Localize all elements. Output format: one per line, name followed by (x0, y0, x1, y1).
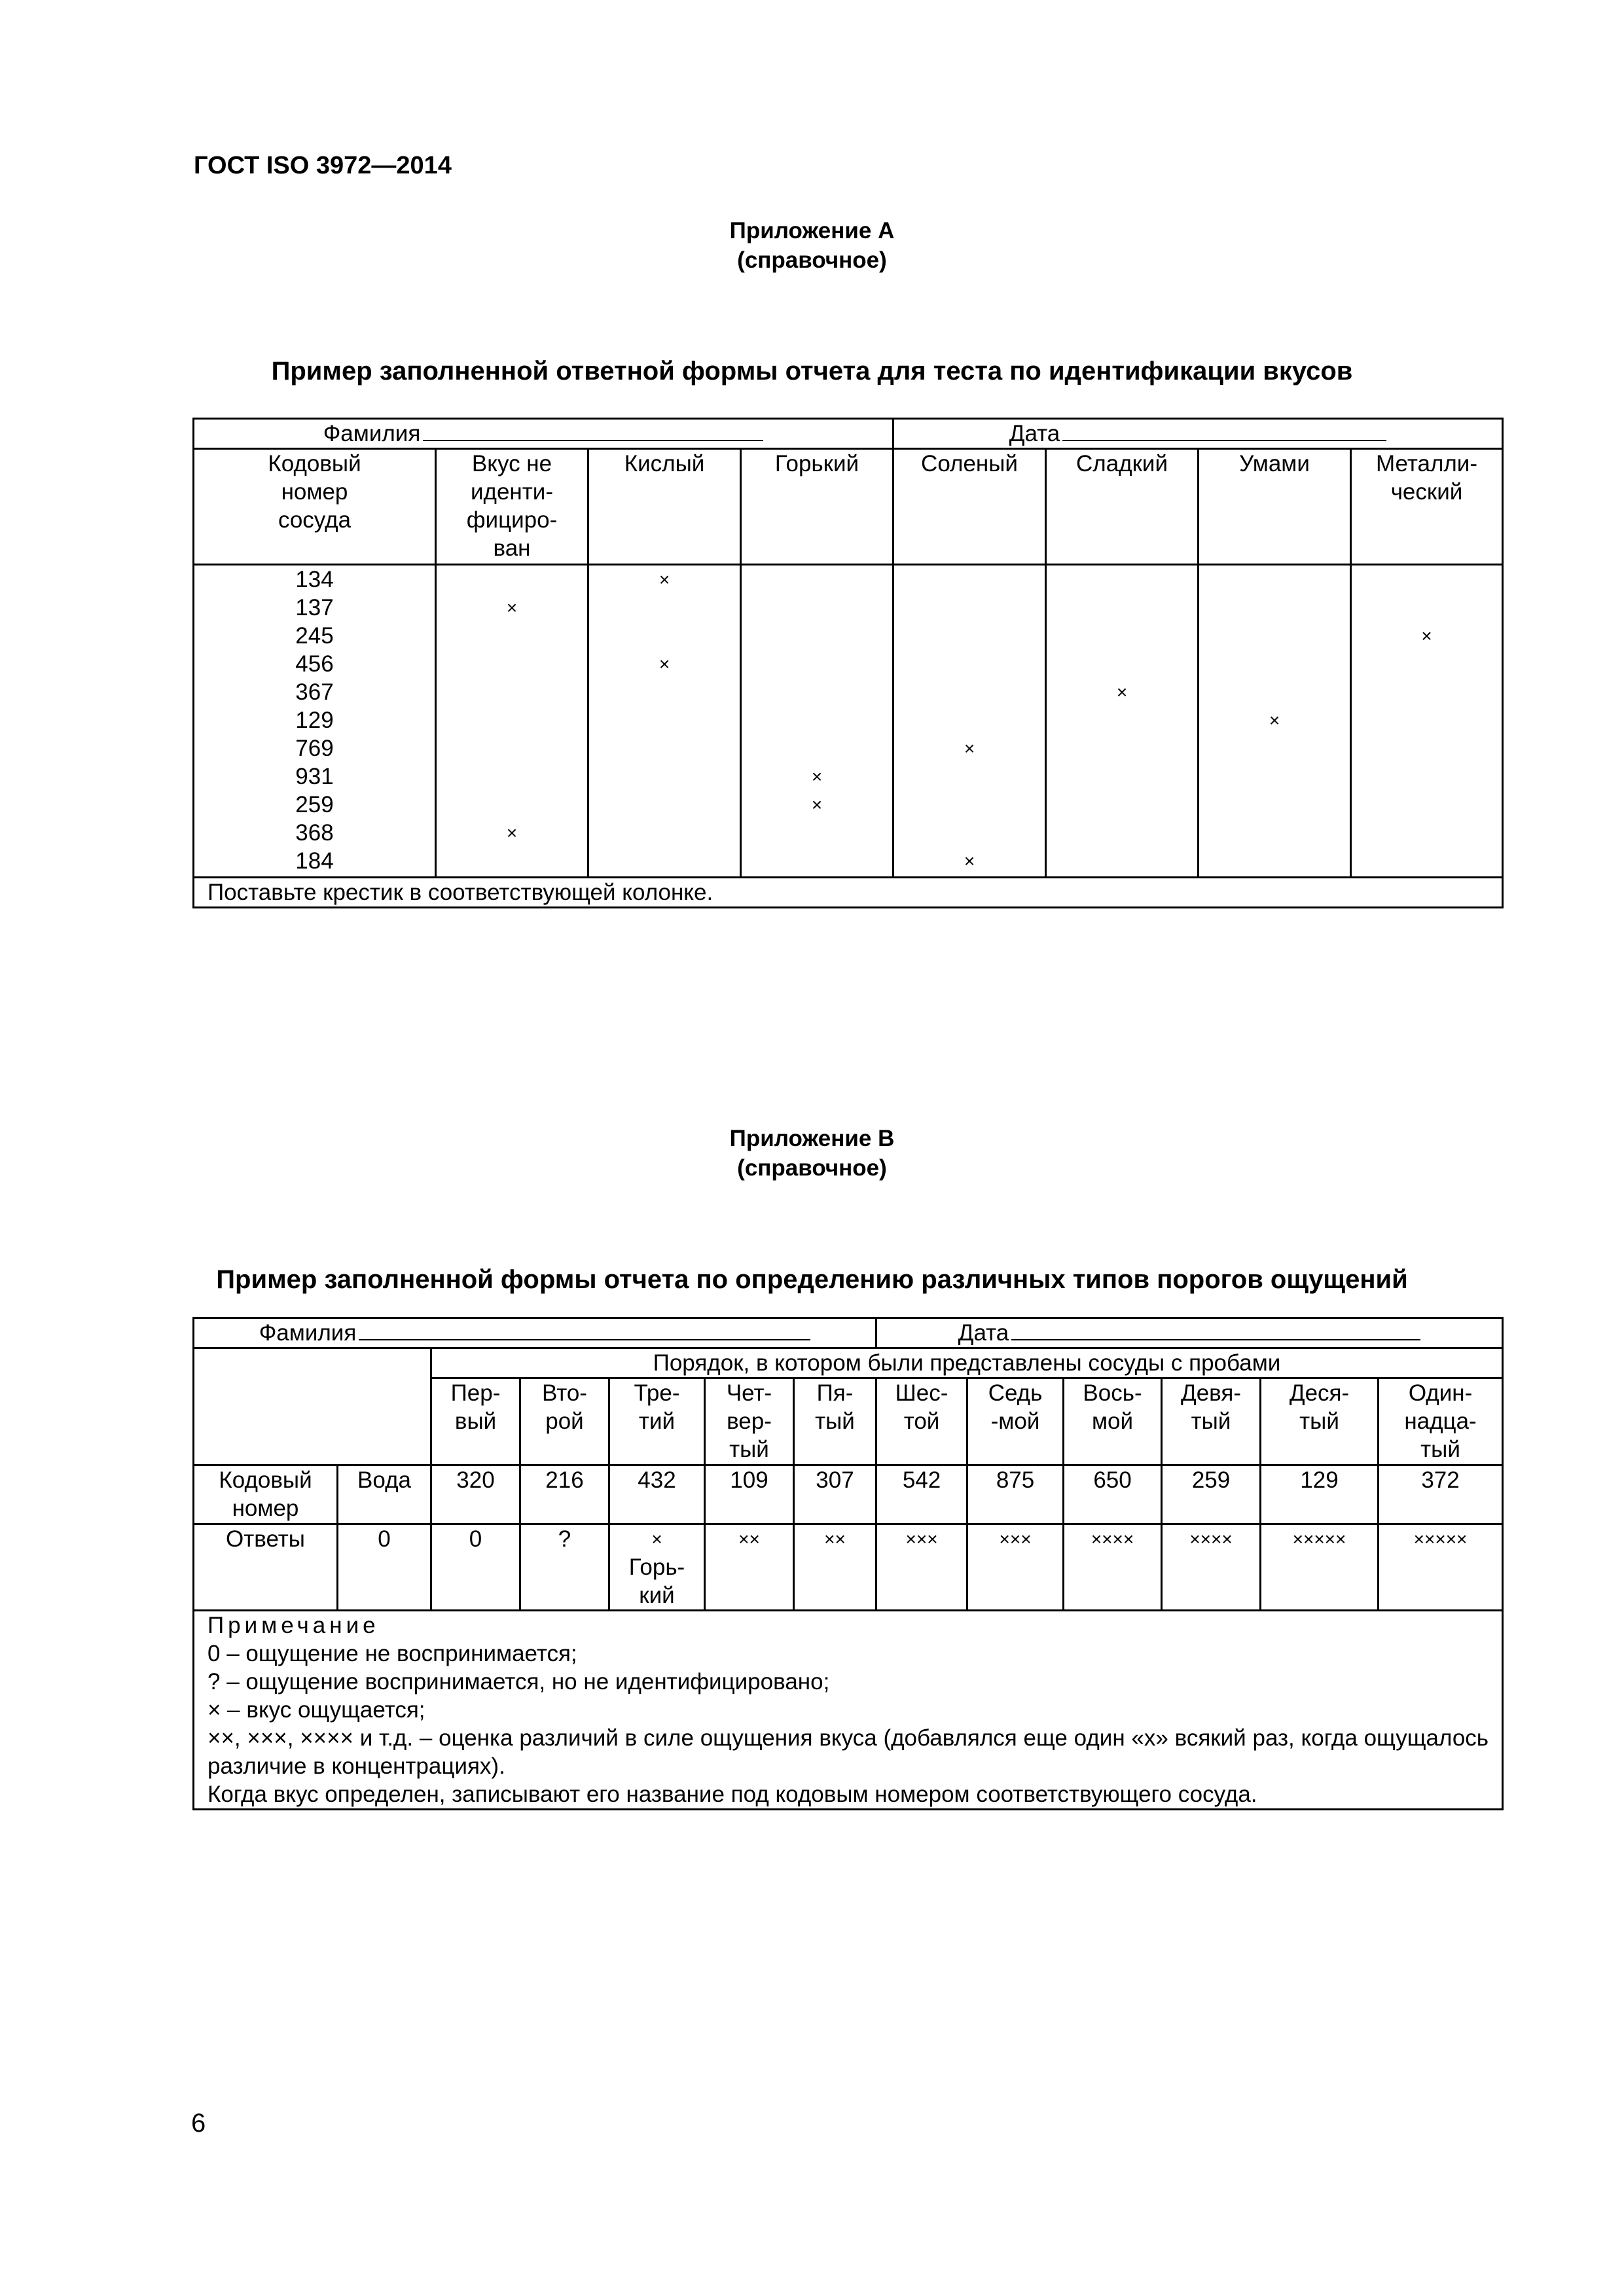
order-cell-line: Пер- (450, 1380, 501, 1406)
mark-slot[interactable] (1203, 678, 1346, 706)
date-label: Дата (1009, 421, 1060, 446)
code-cell: 372 (1379, 1465, 1503, 1524)
order-header: Порядок, в котором были представлены сосуды с пробами (431, 1348, 1503, 1378)
mark-column[interactable] (1351, 565, 1503, 878)
date-label: Дата (958, 1320, 1009, 1346)
date-field[interactable] (876, 1318, 1503, 1348)
mark-slot[interactable] (898, 762, 1041, 791)
answer-cell[interactable] (967, 1524, 1064, 1611)
code-cell: 650 (1064, 1465, 1162, 1524)
annex-b-type: (справочное) (737, 1155, 887, 1181)
order-cell-line: -мой (990, 1408, 1040, 1434)
order-cell-line: Деся- (1289, 1380, 1350, 1406)
code-cell: 307 (794, 1465, 876, 1524)
column-header-line: Металли- (1376, 451, 1478, 476)
answer-cell[interactable] (609, 1524, 705, 1611)
column-header-line: Сладкий (1076, 451, 1168, 476)
mark-slot[interactable] (1203, 594, 1346, 622)
mark-slot[interactable] (593, 622, 736, 650)
answer-value: ? (558, 1526, 571, 1552)
mark-column[interactable] (1046, 565, 1199, 878)
mark-slot[interactable] (1051, 650, 1193, 678)
mark-slot[interactable] (746, 622, 888, 650)
mark-slot[interactable]: × (964, 738, 975, 759)
code-cell: 875 (967, 1465, 1064, 1524)
code-cell: 320 (431, 1465, 520, 1524)
mark-slot[interactable] (898, 622, 1041, 650)
order-cell (1064, 1378, 1162, 1465)
mark-slot[interactable] (593, 791, 736, 819)
mark-slot[interactable] (1051, 819, 1193, 847)
order-cell-line: вер- (727, 1408, 772, 1434)
answer-cell[interactable] (794, 1524, 876, 1611)
notes-cell (194, 1611, 1503, 1810)
mark-slot[interactable] (441, 650, 583, 678)
vessel-code: 931 (295, 764, 334, 789)
answer-cell[interactable] (705, 1524, 794, 1611)
order-cell (876, 1378, 967, 1465)
date-blank[interactable] (1062, 420, 1386, 441)
column-header (741, 449, 893, 565)
order-cell-line: Седь (988, 1380, 1043, 1406)
order-cell (431, 1378, 520, 1465)
mark-slot[interactable] (441, 762, 583, 791)
note-line: ××, ×××, ×××× и т.д. – оценка различий в силе ощущения вкуса (добавлялся еще один «х» всякий раз, когда ощущалось различие в концентрациях). (208, 1725, 1489, 1779)
mark-slot[interactable] (746, 847, 888, 875)
vessel-code: 367 (295, 679, 334, 705)
vessel-code: 259 (295, 792, 334, 817)
mark-column[interactable] (741, 565, 893, 878)
mark-slot[interactable]: × (1421, 626, 1432, 646)
column-header-line: Кислый (624, 451, 705, 476)
mark-slot[interactable] (1203, 622, 1346, 650)
answer-value: ××× (999, 1529, 1032, 1549)
surname-field[interactable] (194, 1318, 876, 1348)
order-cell-line: тый (815, 1408, 855, 1434)
mark-column[interactable] (893, 565, 1046, 878)
answer-value: × (651, 1529, 662, 1549)
answer-value: ××××× (1413, 1529, 1468, 1549)
instruction: Поставьте крестик в соответствующей колонке. (194, 878, 1503, 908)
annex-b-heading (0, 1124, 1624, 1183)
column-header (436, 449, 588, 565)
mark-slot[interactable] (898, 594, 1041, 622)
annex-a-heading (0, 216, 1624, 275)
mark-slot[interactable] (1051, 791, 1193, 819)
mark-slot[interactable] (441, 734, 583, 762)
order-cell-line: Тре- (634, 1380, 680, 1406)
mark-slot[interactable] (441, 678, 583, 706)
order-cell (1261, 1378, 1379, 1465)
standard-header: ГОСТ ISO 3972—2014 (194, 152, 452, 179)
order-cell-line: Чет- (726, 1380, 772, 1406)
mark-slot[interactable] (1051, 622, 1193, 650)
date-blank[interactable] (1011, 1319, 1420, 1340)
mark-slot[interactable] (746, 706, 888, 734)
order-cell-line: той (903, 1408, 940, 1434)
taste-name: кий (639, 1583, 675, 1608)
order-cell (609, 1378, 705, 1465)
mark-slot[interactable] (593, 762, 736, 791)
mark-slot[interactable]: × (1116, 682, 1128, 702)
annex-a-type: (справочное) (737, 247, 887, 273)
order-cell (705, 1378, 794, 1465)
annex-b-title: Пример заполненной формы отчета по определению различных типов порогов ощущений (216, 1265, 1408, 1294)
order-cell-line: Девя- (1181, 1380, 1241, 1406)
column-header-line: Горький (774, 451, 859, 476)
order-cell-line: рой (545, 1408, 584, 1434)
order-cell (967, 1378, 1064, 1465)
answer-value: ××× (905, 1529, 938, 1549)
column-header (1199, 449, 1351, 565)
column-header-line: ван (493, 535, 531, 561)
mark-slot[interactable] (746, 565, 888, 594)
order-cell-line: мой (1091, 1408, 1134, 1434)
water-label: Вода (338, 1465, 431, 1524)
mark-slot[interactable] (1356, 706, 1498, 734)
vessel-code: 137 (295, 595, 334, 620)
mark-slot[interactable] (1356, 650, 1498, 678)
column-header-line: Кодовый (268, 451, 361, 476)
surname-field[interactable] (194, 419, 893, 449)
column-header-line: Соленый (921, 451, 1018, 476)
mark-column[interactable] (588, 565, 741, 878)
mark-slot[interactable]: × (811, 766, 823, 787)
column-header-line: фициро- (466, 507, 558, 533)
mark-slot[interactable] (593, 706, 736, 734)
mark-slot[interactable] (898, 791, 1041, 819)
mark-slot[interactable] (1203, 819, 1346, 847)
vessel-code: 129 (295, 708, 334, 733)
code-label-line: Кодовый (219, 1467, 312, 1493)
vessel-code: 134 (295, 567, 334, 592)
order-cell-line: тый (1420, 1437, 1460, 1462)
mark-slot[interactable] (1203, 734, 1346, 762)
mark-slot[interactable] (1203, 762, 1346, 791)
mark-slot[interactable] (1203, 565, 1346, 594)
mark-slot[interactable] (593, 847, 736, 875)
mark-slot[interactable] (898, 819, 1041, 847)
column-header-line: номер (281, 479, 348, 505)
mark-slot[interactable] (1051, 594, 1193, 622)
mark-slot[interactable] (1203, 791, 1346, 819)
mark-slot[interactable] (746, 678, 888, 706)
taste-name: Горь- (628, 1554, 685, 1580)
vessel-code: 368 (295, 820, 334, 846)
answer-value: ×× (824, 1529, 846, 1549)
note-line: × – вкус ощущается; (208, 1697, 425, 1723)
mark-slot[interactable] (898, 565, 1041, 594)
answer-cell[interactable] (1379, 1524, 1503, 1611)
mark-slot[interactable] (1356, 791, 1498, 819)
order-cell-line: надца- (1404, 1408, 1477, 1434)
answer-value: ×××× (1091, 1529, 1134, 1549)
column-header (588, 449, 741, 565)
mark-slot[interactable] (1356, 565, 1498, 594)
taste-identification-table (192, 418, 1504, 908)
mark-slot[interactable] (441, 847, 583, 875)
page-number: 6 (191, 2109, 206, 2138)
mark-slot[interactable] (1051, 847, 1193, 875)
code-label (194, 1465, 338, 1524)
surname-blank[interactable] (423, 420, 763, 441)
answer-value: ×× (738, 1529, 760, 1549)
order-cell-line: тый (729, 1437, 769, 1462)
mark-slot[interactable] (746, 819, 888, 847)
answer-cell[interactable] (520, 1524, 609, 1611)
annex-a-title: Пример заполненной ответной формы отчета для теста по идентификации вкусов (271, 357, 1353, 386)
mark-slot[interactable] (1203, 650, 1346, 678)
mark-slot[interactable] (746, 650, 888, 678)
vessel-code: 769 (295, 736, 334, 761)
code-label-line: номер (232, 1496, 299, 1521)
answer-cell[interactable] (1162, 1524, 1261, 1611)
notes-heading: Примечание (208, 1613, 380, 1638)
mark-slot[interactable] (441, 622, 583, 650)
answer-value: ×××× (1189, 1529, 1233, 1549)
mark-column[interactable] (1199, 565, 1351, 878)
vessel-code: 184 (295, 848, 334, 874)
order-cell (1379, 1378, 1503, 1465)
answer-value: ××××× (1292, 1529, 1346, 1549)
mark-slot[interactable] (1356, 762, 1498, 791)
mark-slot[interactable]: × (811, 795, 823, 815)
order-cell-line: тый (1299, 1408, 1339, 1434)
mark-slot[interactable] (746, 594, 888, 622)
answer-cell[interactable] (1261, 1524, 1379, 1611)
code-cell: 259 (1162, 1465, 1261, 1524)
mark-slot[interactable]: × (506, 823, 518, 843)
answer-cell[interactable] (876, 1524, 967, 1611)
mark-slot[interactable] (1356, 678, 1498, 706)
code-cell: 129 (1261, 1465, 1379, 1524)
answer-cell[interactable] (1064, 1524, 1162, 1611)
surname-blank[interactable] (359, 1319, 810, 1340)
surname-label: Фамилия (259, 1320, 357, 1346)
answer-cell[interactable] (431, 1524, 520, 1611)
column-header-line: ческий (1390, 479, 1463, 505)
order-cell-line: тий (638, 1408, 676, 1434)
mark-slot[interactable]: × (964, 851, 975, 871)
mark-slot[interactable] (1051, 734, 1193, 762)
annex-a-label: Приложение А (729, 218, 895, 243)
column-header (1351, 449, 1503, 565)
mark-slot[interactable] (441, 706, 583, 734)
column-header-line: Вкус не (471, 451, 552, 476)
mark-slot[interactable]: × (659, 569, 670, 590)
mark-slot[interactable] (1356, 594, 1498, 622)
vessel-code: 456 (295, 651, 334, 677)
surname-label: Фамилия (323, 421, 421, 446)
mark-slot[interactable] (593, 594, 736, 622)
column-header (1046, 449, 1199, 565)
order-cell-line: Пя- (816, 1380, 854, 1406)
mark-slot[interactable] (441, 791, 583, 819)
note-line: 0 – ощущение не воспринимается; (208, 1641, 577, 1666)
mark-slot[interactable] (1051, 706, 1193, 734)
note-line: ? – ощущение воспринимается, но не идентифицировано; (208, 1669, 830, 1695)
order-cell-line: Вто- (542, 1380, 587, 1406)
mark-slot[interactable] (593, 678, 736, 706)
order-cell (520, 1378, 609, 1465)
blank-corner-cell (194, 1348, 431, 1465)
order-cell-line: тый (1191, 1408, 1231, 1434)
column-header-line: иденти- (470, 479, 553, 505)
mark-slot[interactable] (898, 678, 1041, 706)
order-cell (794, 1378, 876, 1465)
mark-slot[interactable] (898, 706, 1041, 734)
mark-slot[interactable] (1356, 819, 1498, 847)
mark-slot[interactable]: × (659, 654, 670, 674)
vessel-code: 245 (295, 623, 334, 649)
column-header (194, 449, 436, 565)
mark-slot[interactable]: × (506, 598, 518, 618)
mark-slot[interactable] (441, 565, 583, 594)
mark-slot[interactable] (746, 734, 888, 762)
order-cell-line: Один- (1408, 1380, 1473, 1406)
column-header-line: сосуда (278, 507, 352, 533)
date-field[interactable] (893, 419, 1503, 449)
mark-slot[interactable] (1051, 762, 1193, 791)
mark-column[interactable] (436, 565, 588, 878)
code-cell: 432 (609, 1465, 705, 1524)
mark-slot[interactable] (1356, 734, 1498, 762)
code-cell: 216 (520, 1465, 609, 1524)
code-cell: 109 (705, 1465, 794, 1524)
mark-slot[interactable] (1203, 847, 1346, 875)
mark-slot[interactable] (1356, 847, 1498, 875)
column-header (893, 449, 1046, 565)
column-header-line: Умами (1239, 451, 1310, 476)
mark-slot[interactable] (593, 734, 736, 762)
annex-b-label: Приложение В (729, 1126, 895, 1151)
mark-slot[interactable] (898, 650, 1041, 678)
threshold-report-table (192, 1317, 1504, 1810)
note-line: Когда вкус определен, записывают его название под кодовым номером соответствующего сосуда. (208, 1782, 1257, 1807)
order-cell-line: Шес- (895, 1380, 948, 1406)
order-cell-line: Вось- (1083, 1380, 1142, 1406)
code-column (194, 565, 436, 878)
mark-slot[interactable] (1051, 565, 1193, 594)
mark-slot[interactable]: × (1269, 710, 1280, 730)
code-cell: 542 (876, 1465, 967, 1524)
order-cell (1162, 1378, 1261, 1465)
answers-label: Ответы (194, 1524, 338, 1611)
water-answer[interactable]: 0 (338, 1524, 431, 1611)
answer-value: 0 (469, 1526, 482, 1552)
order-cell-line: вый (454, 1408, 497, 1434)
mark-slot[interactable] (593, 819, 736, 847)
